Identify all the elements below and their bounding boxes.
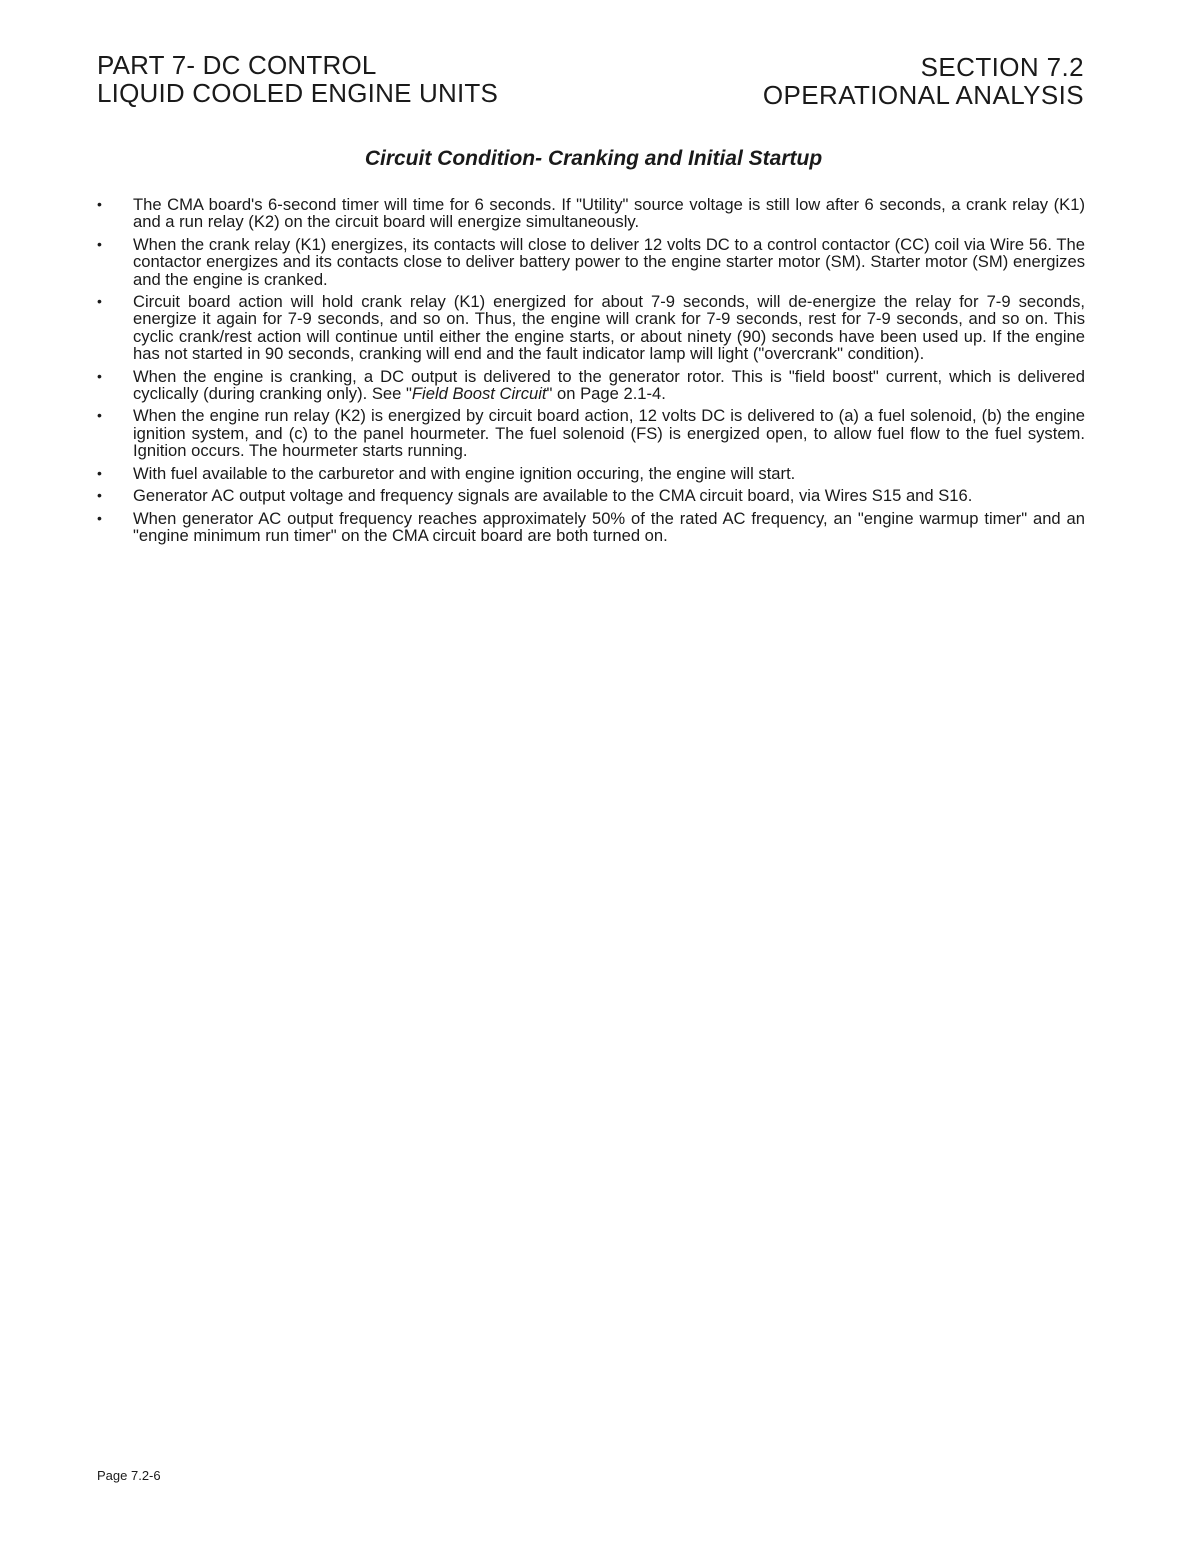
header-left	[97, 51, 498, 107]
list-item-text-pre: When the engine is cranking, a DC output is delivered to the generator rotor. This is "field boost" current, which is delivered cyclically (during cranking only). See "	[133, 366, 1085, 404]
list-item-text: When the crank relay (K1) energizes, its contacts will close to deliver 12 volts DC to a control contactor (CC) coil via Wire 56. The contactor energizes and its contacts close to deliver battery power to the engine starter motor (SM). Starter motor (SM) energizes and the engine is cranked.	[133, 234, 1085, 289]
bullet-icon: •	[97, 196, 102, 212]
list-item	[97, 510, 1085, 545]
section-title: Circuit Condition- Cranking and Initial Startup	[364, 147, 823, 170]
cross-reference: Field Boost Circuit	[411, 384, 547, 404]
bullet-icon: •	[97, 367, 102, 384]
list-item	[97, 368, 1085, 403]
list-item	[97, 465, 1085, 482]
bullet-icon: •	[97, 487, 102, 504]
bullet-icon: •	[97, 509, 102, 526]
list-item	[97, 236, 1085, 288]
list-item-text-post: " on Page 2.1-4.	[546, 384, 666, 404]
list-item	[97, 196, 1085, 231]
list-item-text: With fuel available to the carburetor and with engine ignition occuring, the engine will start.	[133, 463, 796, 483]
bullet-icon: •	[97, 235, 102, 252]
list-item-text: Generator AC output voltage and frequency signals are available to the CMA circuit board, via Wires S15 and S16.	[133, 486, 973, 506]
list-item-text: When the engine run relay (K2) is energized by circuit board action, 12 volts DC is delivered to (a) a fuel solenoid, (b) the engine ignition system, and (c) to the panel hourmeter. The fuel solenoid (FS) is energized open, to allow fuel flow to the fuel system. Ignition occurs. The hourmeter starts running.	[133, 406, 1085, 461]
bullet-icon: •	[97, 407, 102, 424]
page-number: Page 7.2-6	[97, 1468, 161, 1483]
bullet-list	[97, 196, 1085, 549]
section-number: SECTION 7.2	[920, 52, 1084, 82]
list-item-text: Circuit board action will hold crank relay (K1) energized for about 7-9 seconds, will de-energize the relay for 7-9 seconds, energize it again for 7-9 seconds, and so on. Thus, the engine will crank for 7-9 seconds, rest for 7-9 seconds, and so on. This cyclic crank/rest action will continue until either the engine starts, or about ninety (90) seconds have been used up. If the engine has not started in 90 seconds, cranking will end and the fault indicator lamp will light ("overcrank" condition).	[133, 292, 1085, 364]
part-title: PART 7- DC CONTROL	[97, 50, 377, 80]
list-item	[97, 407, 1085, 459]
section-name: OPERATIONAL ANALYSIS	[762, 80, 1084, 110]
header-right	[763, 53, 1084, 109]
list-item-text: When generator AC output frequency reaches approximately 50% of the rated AC frequency, an "engine warmup timer" and an "engine minimum run timer" on the CMA circuit board are both turned on.	[133, 508, 1085, 545]
list-item	[97, 487, 1085, 504]
list-item-text: The CMA board's 6-second timer will time for 6 seconds. If "Utility" source voltage is still low after 6 seconds, a crank relay (K1) and a run relay (K2) on the circuit board will energize simultaneously.	[133, 195, 1085, 232]
bullet-icon: •	[97, 464, 102, 481]
bullet-icon: •	[97, 293, 102, 310]
part-subtitle: LIQUID COOLED ENGINE UNITS	[97, 78, 499, 108]
list-item	[97, 293, 1085, 363]
